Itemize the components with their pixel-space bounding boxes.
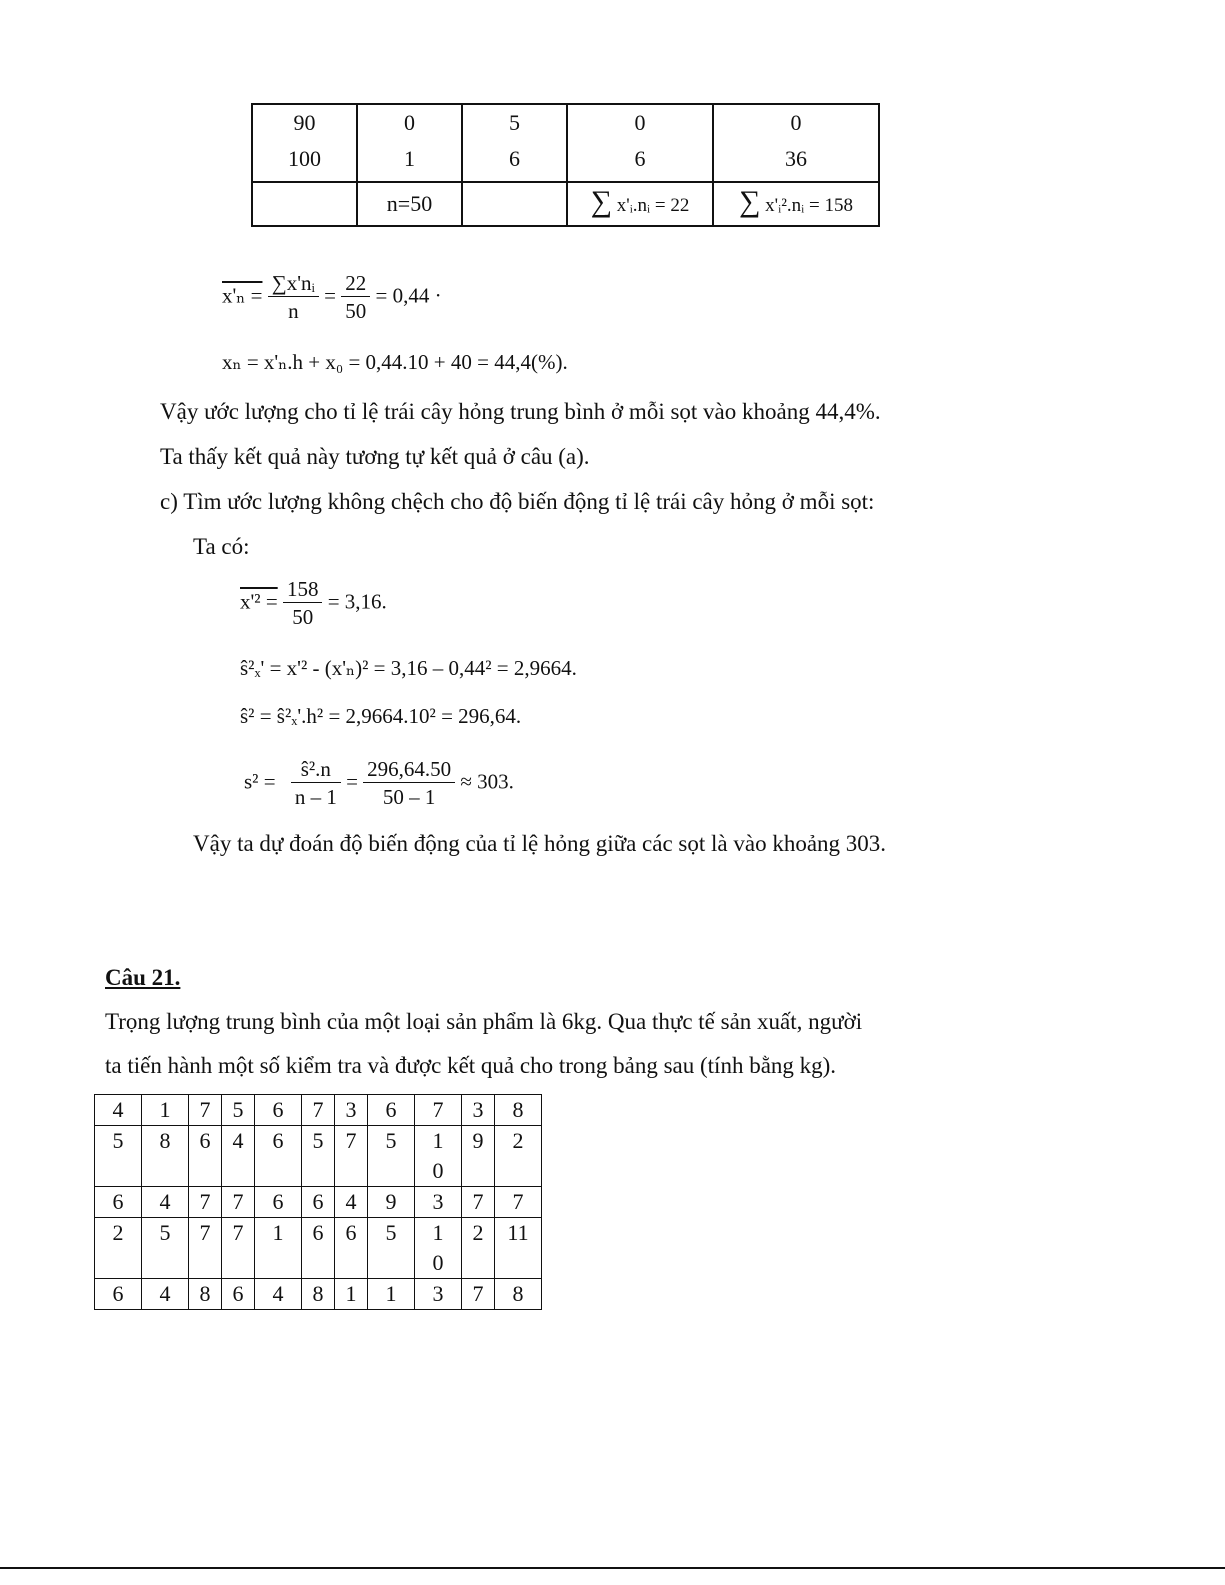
table-cell: 6 xyxy=(302,1218,335,1279)
table-cell: 5 xyxy=(142,1218,189,1279)
table-cell xyxy=(713,104,879,182)
fraction-numerator: 158 xyxy=(283,576,323,603)
table-cell xyxy=(357,104,462,182)
fraction xyxy=(341,270,370,325)
table-cell: 7 xyxy=(462,1187,495,1218)
table-cell: 5 xyxy=(368,1218,415,1279)
paragraph: Trọng lượng trung bình của một loại sản phẩm là 6kg. Qua thực tế sản xuất, người xyxy=(105,1009,863,1034)
table-cell: 5 xyxy=(95,1126,142,1187)
cell-value: 90 xyxy=(293,110,316,135)
table-cell: 7 xyxy=(222,1187,255,1218)
table-cell: 7 xyxy=(302,1095,335,1126)
table-cell: 1 xyxy=(335,1279,368,1310)
table-row xyxy=(95,1095,542,1126)
sum-xn-text: x'ᵢ.nᵢ = 22 xyxy=(616,195,690,216)
cell-value: 0 xyxy=(404,110,415,135)
fraction xyxy=(268,270,319,325)
weight-data-table xyxy=(94,1094,542,1310)
table-cell xyxy=(462,104,567,182)
fraction-denominator: 50 xyxy=(345,299,367,323)
table-row xyxy=(95,1187,542,1218)
table-cell: 8 xyxy=(495,1279,542,1310)
paragraph: Vậy ta dự đoán độ biến động của tỉ lệ hỏng giữa các sọt là vào khoảng 303. xyxy=(193,831,887,856)
table-cell: 7 xyxy=(462,1279,495,1310)
table-row xyxy=(95,1218,542,1279)
table-cell: 8 xyxy=(495,1095,542,1126)
table-cell: 11 xyxy=(495,1218,542,1279)
sum-xn-cell xyxy=(567,182,713,226)
table-cell: 2 xyxy=(495,1126,542,1187)
table-cell: 6 xyxy=(222,1279,255,1310)
page-bottom-border xyxy=(0,1567,1225,1569)
table-cell: 3 xyxy=(415,1279,462,1310)
cell-value: 5 xyxy=(509,110,520,135)
table-row xyxy=(95,1279,542,1310)
cell-value: 6 xyxy=(634,146,646,171)
table-cell: 6 xyxy=(189,1126,222,1187)
cell-value: 6 xyxy=(509,146,520,171)
paragraph: ta tiến hành một số kiểm tra và được kết quả cho trong bảng sau (tính bằng kg). xyxy=(105,1053,837,1078)
formula-variance-xprime: ŝ²ₓ' = x'² - (x'ₙ)² = 3,16 – 0,44² = 2,9664. xyxy=(240,656,577,680)
fraction-denominator: n – 1 xyxy=(294,785,337,809)
question-heading: Câu 21. xyxy=(105,965,181,990)
fraction xyxy=(363,756,455,811)
table-cell: 7 xyxy=(415,1095,462,1126)
paragraph: Ta thấy kết quả này tương tự kết quả ở câu (a). xyxy=(160,444,590,469)
top-frequency-table xyxy=(251,103,880,227)
sum-x2n-cell xyxy=(713,182,879,226)
table-cell: 9 xyxy=(368,1187,415,1218)
paragraph: Vậy ước lượng cho tỉ lệ trái cây hỏng trung bình ở mỗi sọt vào khoảng 44,4%. xyxy=(160,399,881,424)
formula-result: = 0,44 · xyxy=(375,283,442,308)
table-cell: 5 xyxy=(368,1126,415,1187)
fraction xyxy=(283,576,323,631)
table-cell: 2 xyxy=(95,1218,142,1279)
table-cell: 6 xyxy=(255,1187,302,1218)
table-cell: 4 xyxy=(95,1095,142,1126)
table-cell xyxy=(567,104,713,182)
formula-lhs: s² = xyxy=(244,769,276,794)
formula-lhs: x'ₙ = xyxy=(222,283,263,308)
table-cell: 4 xyxy=(335,1187,368,1218)
table-cell: 6 xyxy=(255,1126,302,1187)
table-cell: 4 xyxy=(222,1126,255,1187)
table-cell: 7 xyxy=(189,1187,222,1218)
fraction-numerator: 22 xyxy=(341,270,370,297)
fraction-denominator: n xyxy=(288,299,299,323)
table-cell: 4 xyxy=(255,1279,302,1310)
paragraph: c) Tìm ước lượng không chệch cho độ biến động tỉ lệ trái cây hỏng ở mỗi sọt: xyxy=(160,489,875,514)
fraction xyxy=(291,756,341,811)
table-cell: 6 xyxy=(255,1095,302,1126)
formula-result: = 3,16. xyxy=(327,589,387,614)
table-cell: 6 xyxy=(335,1218,368,1279)
fraction-numerator: ∑x'nᵢ xyxy=(268,270,319,297)
table-cell: 6 xyxy=(95,1187,142,1218)
table-cell: 3 xyxy=(335,1095,368,1126)
equals: = xyxy=(346,769,358,794)
table-cell: 8 xyxy=(302,1279,335,1310)
table-cell: 1 xyxy=(255,1218,302,1279)
sum-symbol: ∑ xyxy=(739,185,761,218)
cell-value: 0 xyxy=(790,110,802,135)
formula-lhs: x'² = xyxy=(240,589,278,614)
table-cell: 1 0 xyxy=(415,1126,462,1187)
table-cell: 9 xyxy=(462,1126,495,1187)
table-row xyxy=(252,104,879,182)
table-cell xyxy=(462,182,567,226)
table-cell: 4 xyxy=(142,1187,189,1218)
cell-value: 1 xyxy=(404,146,415,171)
n-total-cell: n=50 xyxy=(357,182,462,226)
totals-row xyxy=(252,182,879,226)
table-cell: 4 xyxy=(142,1279,189,1310)
fraction-denominator: 50 xyxy=(292,605,314,629)
table-cell: 7 xyxy=(495,1187,542,1218)
paragraph: Ta có: xyxy=(193,534,250,559)
table-cell: 5 xyxy=(302,1126,335,1187)
cell-value: 36 xyxy=(785,146,807,171)
fraction-numerator: ŝ².n xyxy=(291,756,341,783)
formula-variance-scaled: ŝ² = ŝ²ₓ'.h² = 2,9664.10² = 296,64. xyxy=(240,704,522,728)
table-cell: 3 xyxy=(415,1187,462,1218)
table-row xyxy=(95,1126,542,1187)
table-cell: 1 xyxy=(142,1095,189,1126)
table-cell: 6 xyxy=(95,1279,142,1310)
equals: = xyxy=(324,283,337,308)
table-cell xyxy=(252,104,357,182)
table-cell: 1 xyxy=(368,1279,415,1310)
table-cell: 2 xyxy=(462,1218,495,1279)
table-cell: 8 xyxy=(142,1126,189,1187)
table-cell: 7 xyxy=(189,1218,222,1279)
table-cell: 7 xyxy=(335,1126,368,1187)
table-cell: 6 xyxy=(302,1187,335,1218)
table-cell: 7 xyxy=(222,1218,255,1279)
fraction-numerator: 296,64.50 xyxy=(363,756,455,783)
formula-mean-xprime xyxy=(222,270,442,325)
table-cell: 5 xyxy=(222,1095,255,1126)
formula-result: ≈ 303. xyxy=(460,769,514,794)
formula-unbiased-variance xyxy=(244,756,514,811)
table-cell: 1 0 xyxy=(415,1218,462,1279)
table-cell: 8 xyxy=(189,1279,222,1310)
table-cell: 7 xyxy=(189,1095,222,1126)
sum-x2n-text: x'ᵢ².nᵢ = 158 xyxy=(765,195,853,216)
table-cell: 6 xyxy=(368,1095,415,1126)
table-cell xyxy=(252,182,357,226)
formula-mean-x: xₙ = x'ₙ.h + x₀ = 0,44.10 + 40 = 44,4(%). xyxy=(222,350,568,374)
fraction-denominator: 50 – 1 xyxy=(382,785,436,809)
sum-symbol: ∑ xyxy=(590,185,613,218)
cell-value: 100 xyxy=(288,146,321,171)
table-cell: 3 xyxy=(462,1095,495,1126)
cell-value: 0 xyxy=(634,110,646,135)
formula-mean-square xyxy=(240,576,387,631)
